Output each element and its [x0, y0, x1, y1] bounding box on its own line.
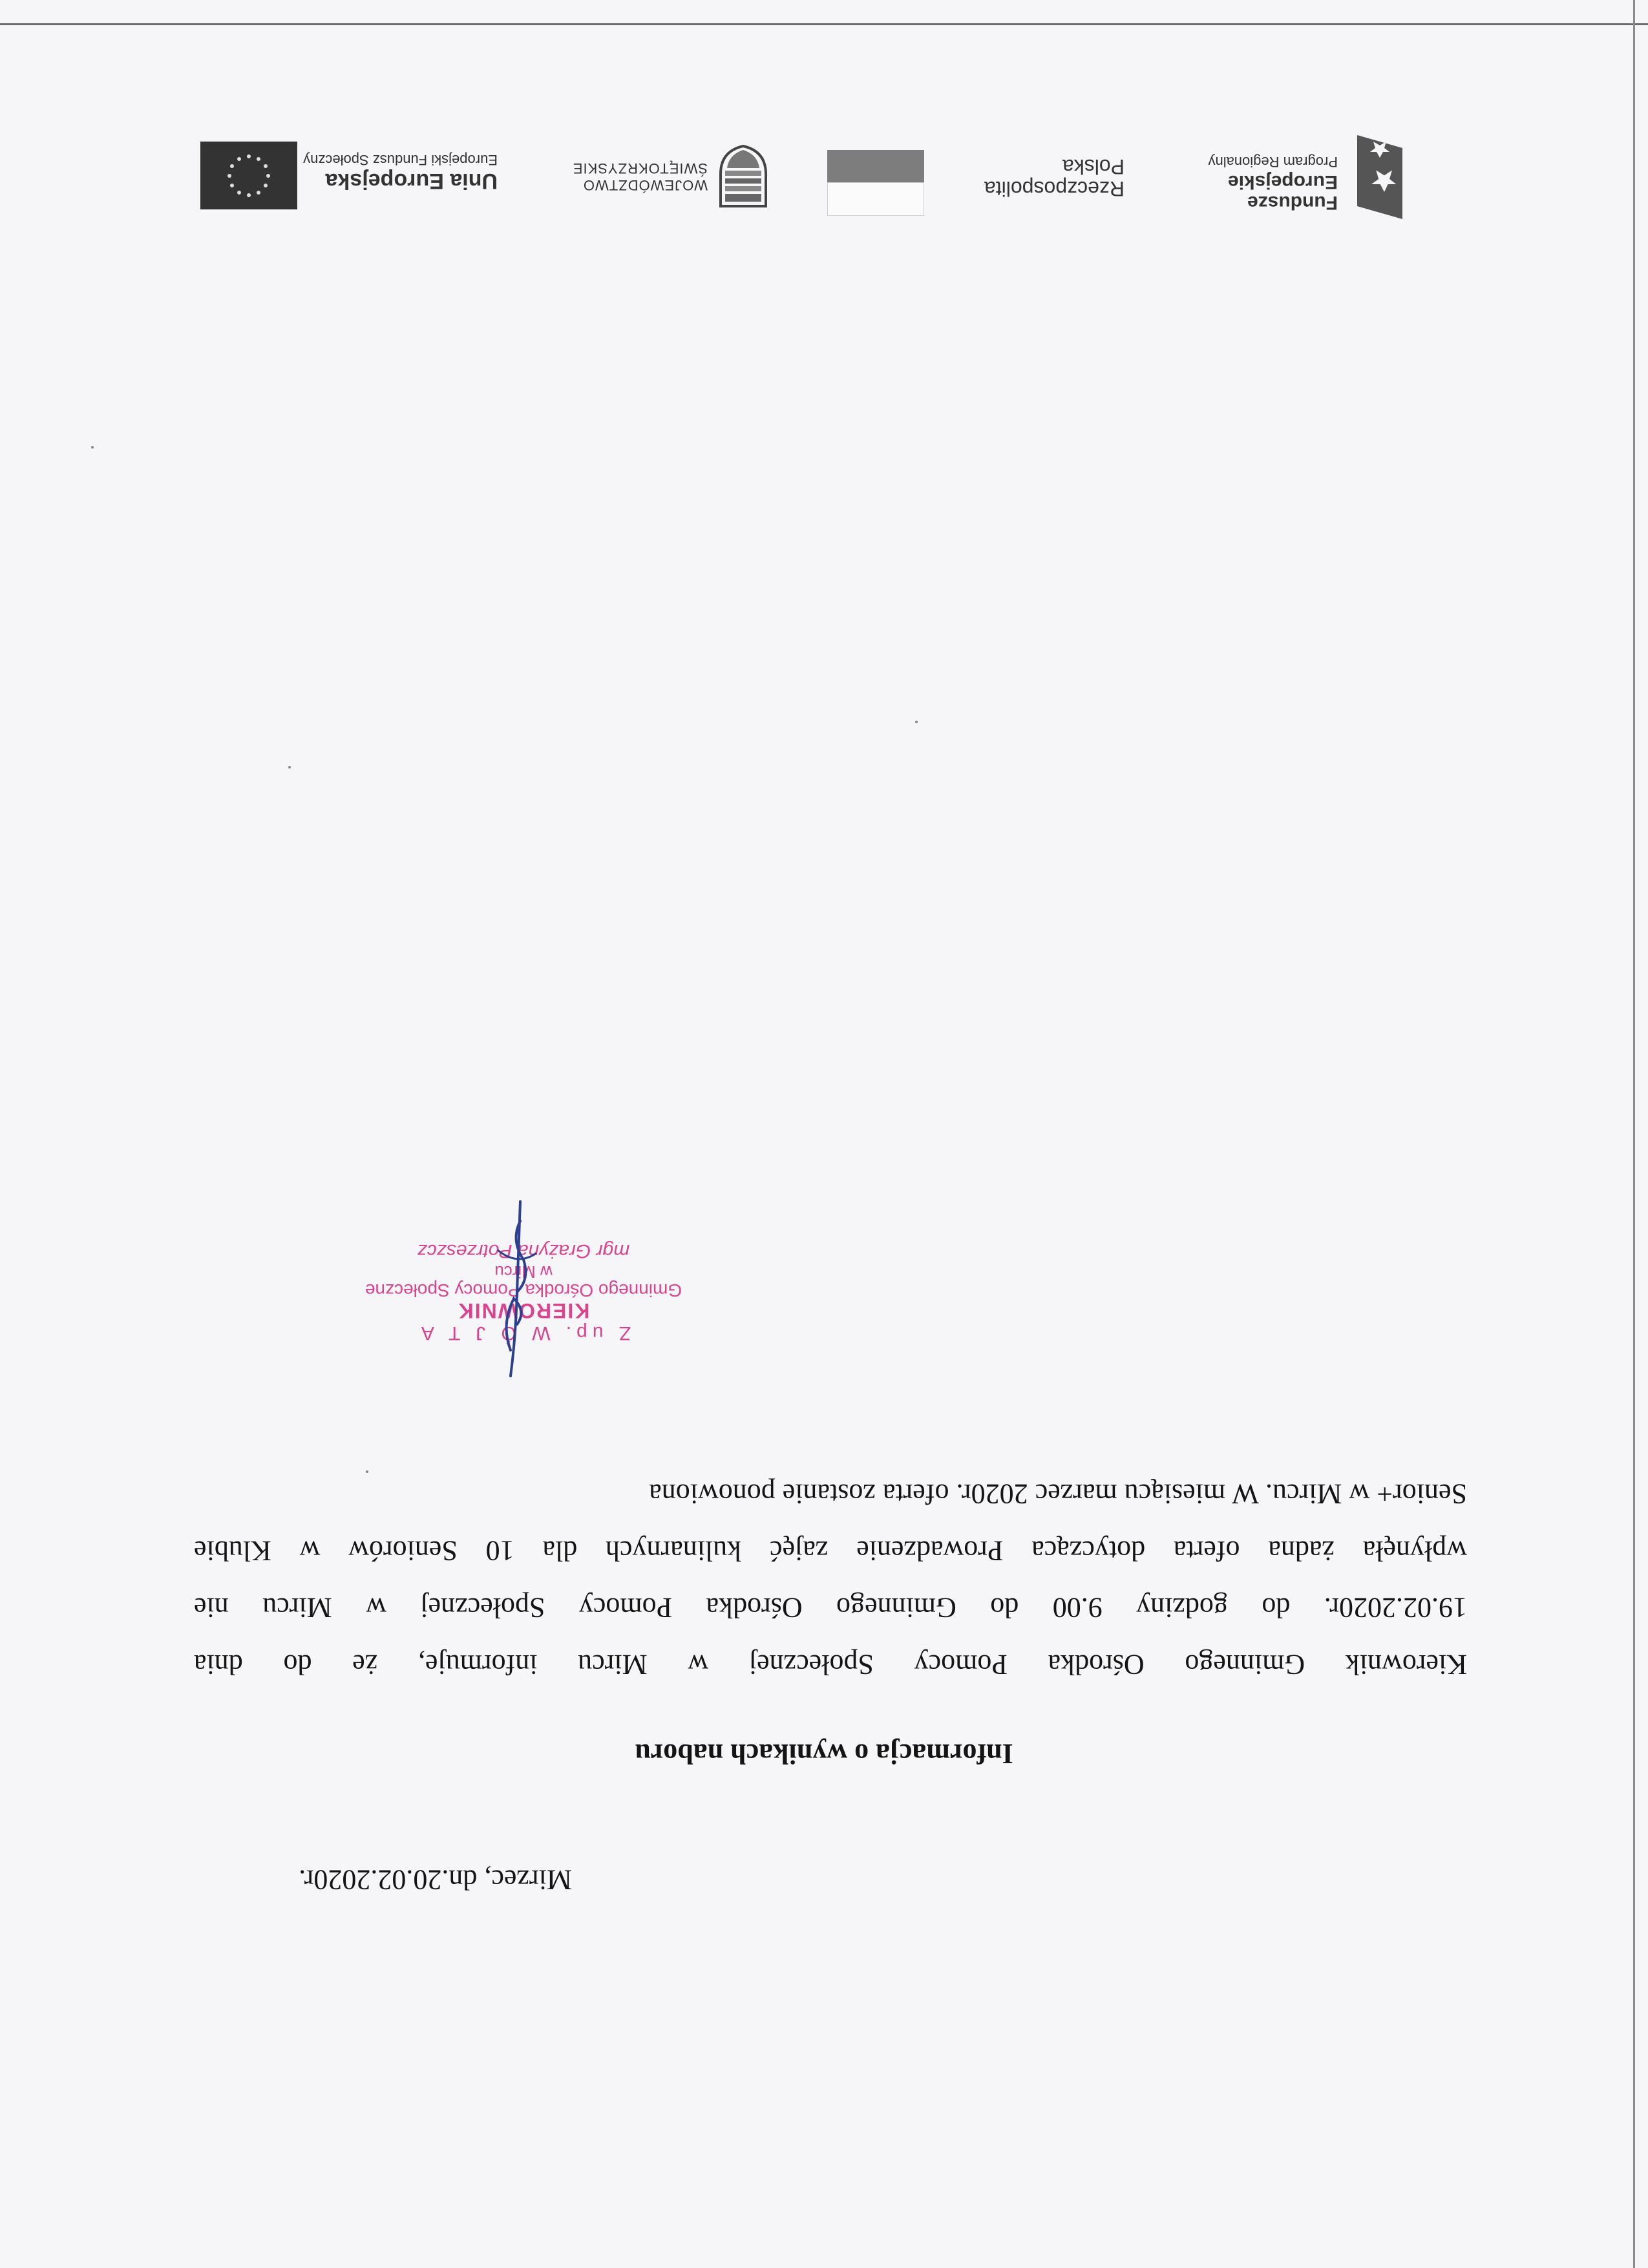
handwritten-signature — [452, 1195, 582, 1389]
document-title: Informacja o wynikach naboru — [635, 1738, 1013, 1770]
fundusze-europejskie-logo — [1157, 135, 1402, 226]
ws-line2: ŚWIĘTOKRZYSKIE — [572, 160, 708, 176]
ws-line1: WOJEWÓDZTWO — [582, 177, 708, 193]
fe-line3: Program Regionalny — [1208, 154, 1338, 170]
stamp-line1: Z up. W Ó J T A — [416, 1322, 631, 1344]
stamp-line2: KIEROWNIK — [457, 1299, 590, 1322]
eu-flag-icon — [200, 142, 297, 209]
scan-edge — [1633, 0, 1635, 2268]
rzeczpospolita-polska-logo — [827, 138, 1125, 216]
fundusze-europejskie-mark-icon — [1357, 135, 1402, 219]
rp-line1: Rzeczpospolita — [984, 177, 1125, 200]
coat-of-arms-icon — [717, 145, 769, 209]
body-line: Senior+ w Mircu. W miesiącu marzec 2020r. oferta zostanie ponowiona — [649, 1478, 1467, 1510]
document-body — [194, 1465, 1467, 1693]
body-line: 19.02.2020r. do godziny 9.00 do Gminnego Ośrodka Pomocy Społecznej w Mircu nie — [194, 1592, 1467, 1624]
fe-line1: Fundusze — [1247, 192, 1338, 213]
polish-flag-icon — [827, 151, 924, 216]
stamp-line4: w Mircu — [494, 1262, 553, 1282]
body-line: wpłynęła żadna oferta dotycząca Prowadzenie zajęć kulinarnych dla 10 Seniorów w Klubie — [194, 1535, 1467, 1567]
scan-edge — [0, 23, 1648, 25]
ue-line2: Europejski Fundusz Społeczny — [303, 152, 498, 168]
unia-europejska-logo — [200, 138, 498, 209]
fe-line2: Europejskie — [1227, 171, 1338, 193]
body-line: Kierownik Gminnego Ośrodka Pomocy Społecznej w Mircu informuje, że do dnia — [194, 1649, 1467, 1680]
stamp-line5: mgr Grażyna Potrzeszcz — [417, 1240, 630, 1262]
wojewodztwo-swietokrzyskie-logo — [556, 138, 769, 209]
stamp-line3: Gminnego Ośrodka Pomocy Społeczne — [364, 1280, 682, 1300]
rp-line2: Polska — [1062, 155, 1125, 178]
ue-line1: Unia Europejska — [325, 169, 498, 193]
place-and-date: Mirzec, dn.20.02.2020r. — [299, 1864, 572, 1896]
